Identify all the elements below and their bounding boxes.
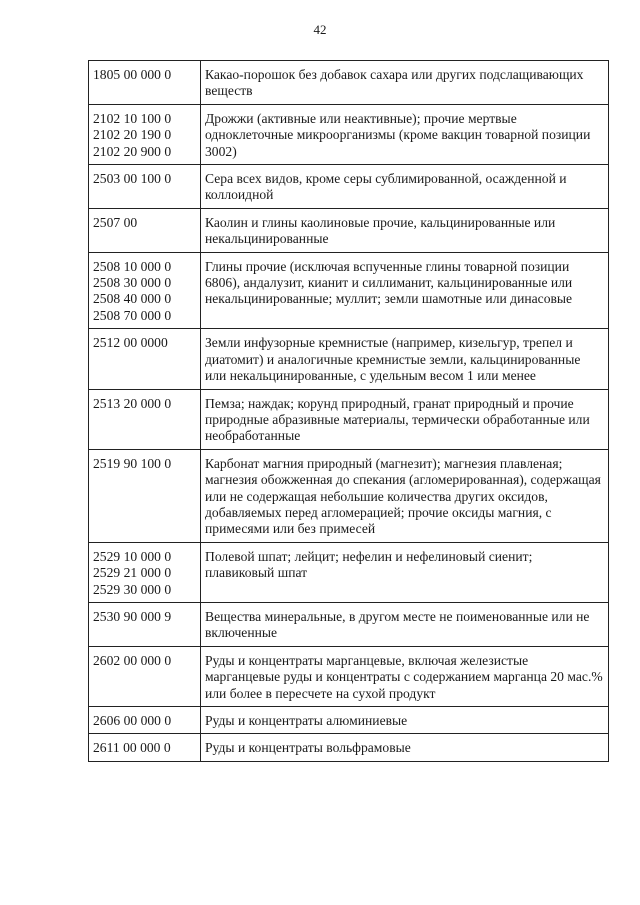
description-cell: Дрожжи (активные или неактивные); прочие мертвые одноклеточные микроорганизмы (кроме вакцин товарной позиции 3002) — [201, 104, 609, 164]
commodity-code: 2102 10 100 0 — [93, 110, 172, 126]
page-number: 42 — [313, 22, 327, 37]
description-cell: Вещества минеральные, в другом месте не поименованные или не включенные — [201, 602, 609, 646]
description-cell: Земли инфузорные кремнистые (например, кизельгур, трепел и диатомит) и аналогичные кремнистые земли, кальцинированные или некальцинированные, с удельным весом 1 или менее — [201, 329, 609, 389]
code-cell — [89, 165, 201, 209]
commodity-code: 1805 00 000 0 — [93, 67, 172, 82]
commodity-code: 2529 10 000 0 — [93, 548, 172, 564]
description-cell: Какао-порошок без добавок сахара или других подслащивающих веществ — [201, 61, 609, 105]
description-cell: Руды и концентраты вольфрамовые — [201, 734, 609, 761]
code-cell — [89, 602, 201, 646]
table-row — [89, 602, 609, 646]
description-cell: Глины прочие (исключая вспученные глины товарной позиции 6806), андалузит, кианит и силлиманит, кальцинированные или некальцинированные; муллит; земли шамотные или динасовые — [201, 252, 609, 329]
code-cell — [89, 707, 201, 734]
description-cell: Каолин и глины каолиновые прочие, кальцинированные или некальцинированные — [201, 208, 609, 252]
table-row — [89, 449, 609, 542]
description-cell: Руды и концентраты алюминиевые — [201, 707, 609, 734]
table-row — [89, 734, 609, 761]
code-cell — [89, 329, 201, 389]
code-cell — [89, 104, 201, 164]
code-cell — [89, 252, 201, 329]
table-row — [89, 165, 609, 209]
table-row — [89, 104, 609, 164]
commodity-code: 2529 30 000 0 — [93, 581, 172, 597]
commodity-code: 2503 00 100 0 — [93, 171, 172, 187]
description-cell: Карбонат магния природный (магнезит); магнезия плавленая; магнезия обожженная до спекания (агломерированная), содержащая или не содержащая небольшие количества других оксидов, добавляемых перед агломерацией; прочие оксиды магния, с примесями или без примесей — [201, 449, 609, 542]
code-cell — [89, 61, 201, 105]
code-cell — [89, 734, 201, 761]
commodity-code: 2512 00 0000 — [93, 335, 168, 351]
commodity-code: 2102 20 900 0 — [93, 143, 172, 159]
table-row — [89, 329, 609, 389]
commodity-code-table — [88, 60, 609, 762]
commodity-code: 2606 00 000 0 — [93, 713, 172, 728]
code-cell — [89, 542, 201, 602]
table-row — [89, 208, 609, 252]
code-cell — [89, 389, 201, 449]
commodity-code: 2508 40 000 0 — [93, 291, 172, 307]
description-cell: Сера всех видов, кроме серы сублимированной, осажденной и коллоидной — [201, 165, 609, 209]
commodity-code: 2519 90 100 0 — [93, 455, 172, 471]
table-body — [89, 61, 609, 762]
commodity-code: 2602 00 000 0 — [93, 652, 172, 668]
commodity-code: 2530 90 000 9 — [93, 608, 172, 624]
commodity-code: 2508 10 000 0 — [93, 258, 172, 274]
code-cell — [89, 449, 201, 542]
commodity-code: 2507 00 — [93, 214, 138, 230]
table-row — [89, 61, 609, 105]
description-cell: Пемза; наждак; корунд природный, гранат природный и прочие природные абразивные материалы, термически обработанные или необработанные — [201, 389, 609, 449]
commodity-code: 2508 30 000 0 — [93, 275, 172, 291]
code-cell — [89, 646, 201, 706]
commodity-code: 2529 21 000 0 — [93, 565, 172, 581]
commodity-code: 2513 20 000 0 — [93, 395, 172, 411]
table-row — [89, 542, 609, 602]
description-cell: Полевой шпат; лейцит; нефелин и нефелиновый сиенит; плавиковый шпат — [201, 542, 609, 602]
table-row — [89, 252, 609, 329]
description-cell: Руды и концентраты марганцевые, включая железистые марганцевые руды и концентраты с содержанием марганца 20 мас.% или более в пересчете на сухой продукт — [201, 646, 609, 706]
table-row — [89, 707, 609, 734]
commodity-code: 2611 00 000 0 — [93, 740, 171, 756]
commodity-code: 2102 20 190 0 — [93, 127, 172, 143]
table-row — [89, 389, 609, 449]
table-row — [89, 646, 609, 706]
code-cell — [89, 208, 201, 252]
commodity-code: 2508 70 000 0 — [93, 307, 172, 323]
